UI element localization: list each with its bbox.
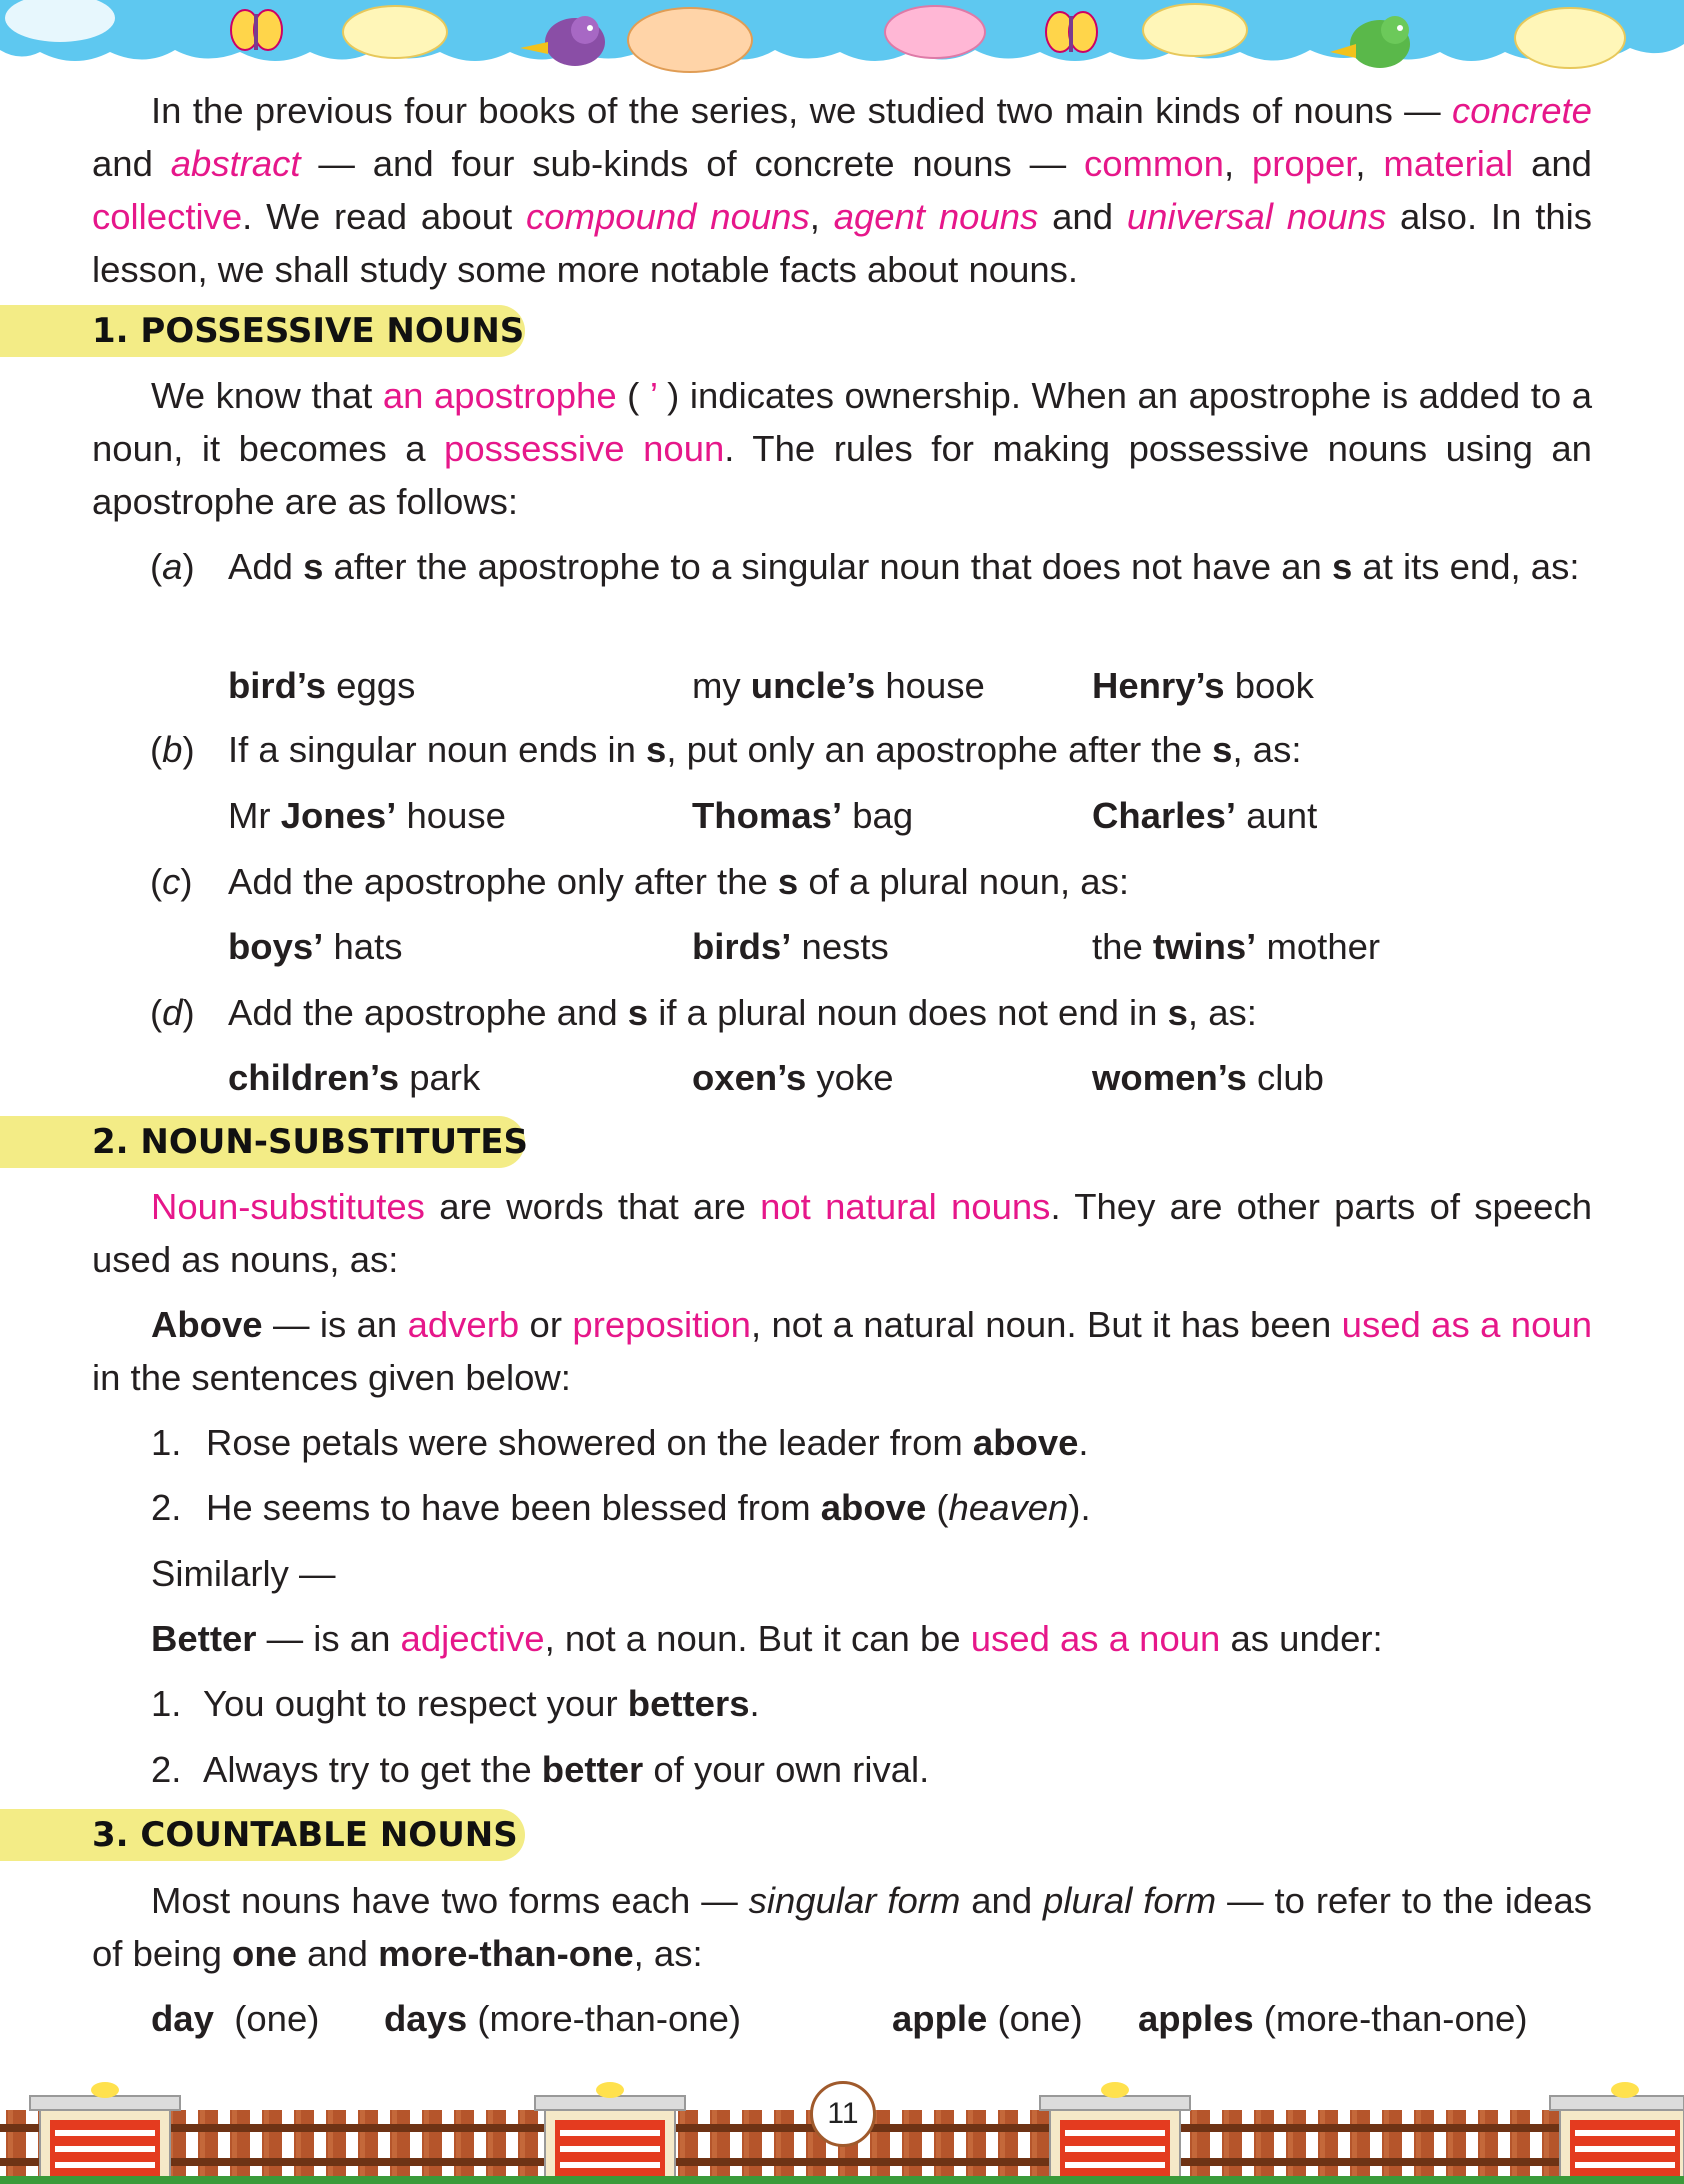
example-d-2 [692, 1051, 894, 1104]
intro-paragraph [92, 84, 1592, 296]
example-word: women’s [1092, 1057, 1247, 1098]
text-fragment: . We read about [242, 196, 527, 237]
example-word: birds’ [692, 926, 792, 967]
rule-label-c [150, 855, 193, 908]
word-one: one [232, 1933, 297, 1974]
text-fragment: You ought to respect your [203, 1683, 628, 1724]
example-b-1 [228, 789, 506, 842]
text-fragment: Add the apostrophe and [228, 992, 628, 1033]
text-fragment: my [692, 665, 751, 706]
fence-pillar-icon [30, 2082, 180, 2184]
text-fragment: Mr [228, 795, 281, 836]
text-fragment: the [1092, 926, 1153, 967]
example-b-2 [692, 789, 913, 842]
bold-s: s [303, 546, 324, 587]
text-fragment: If a singular noun ends in [228, 729, 647, 770]
countable-example-4 [1138, 1992, 1528, 2045]
section-3-heading: 3. COUNTABLE NOUNS [92, 1815, 518, 1855]
text-fragment: , [1355, 143, 1366, 184]
example-c-3 [1092, 920, 1380, 973]
above-example-1 [151, 1416, 1089, 1469]
text-fragment: bag [842, 795, 914, 836]
section-1-intro [92, 369, 1592, 528]
example-word: uncle’s [750, 665, 876, 706]
intro-text: In the previous four books of the series, we studied two main kinds of nouns — [151, 90, 1441, 131]
term-agent-nouns: agent nouns [833, 196, 1039, 237]
text-fragment: (one) [213, 1998, 320, 2039]
paren: ( [150, 992, 163, 1033]
text-fragment: ( [926, 1487, 949, 1528]
text-fragment: mother [1256, 926, 1381, 967]
paren: ) [182, 546, 195, 587]
text-fragment: , [809, 196, 834, 237]
paren: ( [150, 546, 163, 587]
example-a-1 [228, 659, 415, 712]
rule-text-b [228, 723, 1592, 776]
bold-s: s [1331, 546, 1353, 587]
text-fragment: Always try to get the [203, 1749, 542, 1790]
example-word: Henry’s [1092, 665, 1225, 706]
rule-letter: b [162, 729, 183, 770]
text-fragment: nests [791, 926, 889, 967]
countable-example-1 [151, 1992, 319, 2045]
term-concrete: concrete [1451, 90, 1592, 131]
text-fragment: . They are other parts of speech used as nouns, as: [92, 1186, 1592, 1280]
text-fragment: eggs [326, 665, 416, 706]
fence-pillar-icon [1550, 2082, 1684, 2184]
page-number: 11 [810, 2081, 876, 2147]
text-fragment: and [1513, 143, 1592, 184]
text-fragment: are words that are [424, 1186, 761, 1227]
term-proper: proper [1251, 143, 1356, 184]
rule-letter: c [162, 861, 181, 902]
term-abstract: abstract [170, 143, 301, 184]
bold-s: s [1167, 992, 1188, 1033]
paren: ) [182, 729, 195, 770]
similarly-text: Similarly — [151, 1553, 336, 1594]
rule-label-a [150, 540, 195, 593]
example-word: oxen’s [692, 1057, 807, 1098]
text-fragment: house [875, 665, 985, 706]
fence-pillar-icon [535, 2082, 685, 2184]
countable-example-2 [384, 1992, 741, 2045]
text-fragment: . [749, 1683, 760, 1724]
paren: ) [182, 992, 195, 1033]
text-fragment: Most nouns have two forms each — [151, 1880, 749, 1921]
text-fragment: He seems to have been blessed from [206, 1487, 821, 1528]
example-word: Charles’ [1092, 795, 1237, 836]
term-material: material [1383, 143, 1514, 184]
example-word: above [972, 1422, 1079, 1463]
term-adverb: adverb [407, 1304, 520, 1345]
term-compound-nouns: compound nouns [526, 196, 810, 237]
section-2-heading: 2. NOUN-SUBSTITUTES [92, 1122, 528, 1162]
text-fragment: We know that [151, 375, 383, 416]
term-singular-form: singular form [748, 1880, 961, 1921]
text-fragment: (more-than-one) [467, 1998, 742, 2039]
above-example-2 [151, 1481, 1091, 1534]
example-word: better [541, 1749, 644, 1790]
text-fragment: club [1246, 1057, 1324, 1098]
apostrophe-mark: ’ [649, 375, 657, 416]
text-fragment: . [1078, 1422, 1089, 1463]
text-fragment: and [296, 1933, 379, 1974]
text-fragment: , as: [633, 1933, 703, 1974]
text-fragment: park [399, 1057, 481, 1098]
example-word: apple [892, 1998, 988, 2039]
example-word: Thomas’ [692, 795, 843, 836]
text-fragment: (more-than-one) [1253, 1998, 1528, 2039]
text-fragment: — is an [262, 1304, 408, 1345]
example-word: apples [1138, 1998, 1254, 2039]
text-fragment: in the sentences given below: [92, 1357, 571, 1398]
above-paragraph [92, 1298, 1592, 1404]
term-plural-form: plural form [1043, 1880, 1217, 1921]
section-1-heading: 1. POSSESSIVE NOUNS [92, 311, 525, 351]
example-d-3 [1092, 1051, 1324, 1104]
text-fragment: , not a noun. But it can be [544, 1618, 971, 1659]
example-c-2 [692, 920, 889, 973]
text-fragment: and [92, 143, 171, 184]
text-fragment: , as: [1232, 729, 1302, 770]
better-paragraph [151, 1612, 1383, 1665]
bold-s: s [1212, 729, 1233, 770]
term-apostrophe: an apostrophe [382, 375, 617, 416]
text-fragment: — to refer to the ideas of being [92, 1880, 1592, 1974]
text-fragment: and [1038, 196, 1127, 237]
countable-example-3 [892, 1992, 1083, 2045]
word-better: Better [151, 1618, 257, 1659]
example-b-3 [1092, 789, 1317, 842]
italic-word: heaven [948, 1487, 1069, 1528]
example-c-1 [228, 920, 402, 973]
term-noun-substitutes: Noun-substitutes [151, 1186, 425, 1227]
butterfly-icon [1046, 12, 1097, 52]
paren: ( [150, 861, 163, 902]
text-fragment: as under: [1220, 1618, 1383, 1659]
term-possessive-noun: possessive noun [444, 428, 725, 469]
list-number: 1. [151, 1683, 182, 1724]
text-fragment: . The rules for making possessive nouns using an apostrophe are as follows: [92, 428, 1592, 522]
bold-s: s [646, 729, 667, 770]
text-fragment: house [396, 795, 506, 836]
text-fragment: ). [1068, 1487, 1091, 1528]
rule-label-d [150, 986, 195, 1039]
text-fragment: Add the apostrophe only after the [228, 861, 778, 902]
example-a-3 [1092, 659, 1314, 712]
rule-text-d [228, 986, 1592, 1039]
term-not-natural-nouns: not natural nouns [760, 1186, 1051, 1227]
example-word: children’s [228, 1057, 400, 1098]
better-example-1 [151, 1677, 760, 1730]
text-fragment: , put only an apostrophe after the [666, 729, 1213, 770]
example-word: bird’s [228, 665, 327, 706]
rule-label-b [150, 723, 195, 776]
text-fragment: after the apostrophe to a singular noun that does not have an [323, 546, 1332, 587]
text-fragment: , [1223, 143, 1252, 184]
text-fragment: Rose petals were showered on the leader from [206, 1422, 973, 1463]
term-preposition: preposition [572, 1304, 751, 1345]
example-d-1 [228, 1051, 480, 1104]
text-fragment: ( [616, 375, 650, 416]
example-word: above [820, 1487, 927, 1528]
text-fragment: , not a natural noun. But it has been [750, 1304, 1342, 1345]
rule-letter: a [162, 546, 183, 587]
term-used-as-noun: used as a noun [970, 1618, 1221, 1659]
text-fragment: ) indicates ownership. When an apostrophe is added to a noun, it becomes a [92, 375, 1593, 469]
text-fragment: also. In this lesson, we shall study some more notable facts about nouns. [92, 196, 1592, 290]
text-fragment: of a plural noun, as: [798, 861, 1129, 902]
text-fragment: — is an [256, 1618, 401, 1659]
example-word: boys’ [228, 926, 324, 967]
paren: ( [150, 729, 163, 770]
text-fragment: yoke [806, 1057, 894, 1098]
example-word: days [384, 1998, 468, 2039]
list-number: 2. [151, 1487, 182, 1528]
text-fragment: if a plural noun does not end in [648, 992, 1168, 1033]
rule-text-a [228, 540, 1592, 593]
example-word: betters [627, 1683, 750, 1724]
paren: ) [180, 861, 193, 902]
butterfly-icon [231, 10, 282, 50]
text-fragment: hats [323, 926, 403, 967]
rule-letter: d [162, 992, 183, 1033]
text-fragment: or [519, 1304, 573, 1345]
section-2-intro [92, 1180, 1592, 1286]
text-fragment: , as: [1187, 992, 1257, 1033]
rule-text-c [228, 855, 1592, 908]
example-a-2 [692, 659, 985, 712]
term-common: common [1083, 143, 1224, 184]
example-word: twins’ [1152, 926, 1257, 967]
example-word: Jones’ [280, 795, 397, 836]
bold-s: s [627, 992, 649, 1033]
example-word: day [151, 1998, 214, 2039]
term-collective: collective [92, 196, 243, 237]
term-adjective: adjective [400, 1618, 545, 1659]
text-fragment: Add [228, 546, 304, 587]
list-number: 1. [151, 1422, 182, 1463]
text-fragment: of your own rival. [643, 1749, 930, 1790]
word-above: Above [151, 1304, 263, 1345]
text-fragment: and [960, 1880, 1044, 1921]
text-fragment: aunt [1236, 795, 1318, 836]
top-decorative-banner [0, 0, 1684, 80]
bold-s: s [777, 861, 799, 902]
fence-pillar-icon [1040, 2082, 1190, 2184]
text-fragment: at its end, as: [1352, 546, 1580, 587]
better-example-2 [151, 1743, 929, 1796]
text-fragment: book [1224, 665, 1314, 706]
section-3-intro [92, 1874, 1592, 1980]
text-fragment: — and four sub-kinds of concrete nouns — [300, 143, 1084, 184]
term-universal-nouns: universal nouns [1126, 196, 1387, 237]
word-more-than-one: more-than-one [378, 1933, 634, 1974]
text-fragment: (one) [987, 1998, 1083, 2039]
list-number: 2. [151, 1749, 182, 1790]
term-used-as-noun: used as a noun [1341, 1304, 1592, 1345]
